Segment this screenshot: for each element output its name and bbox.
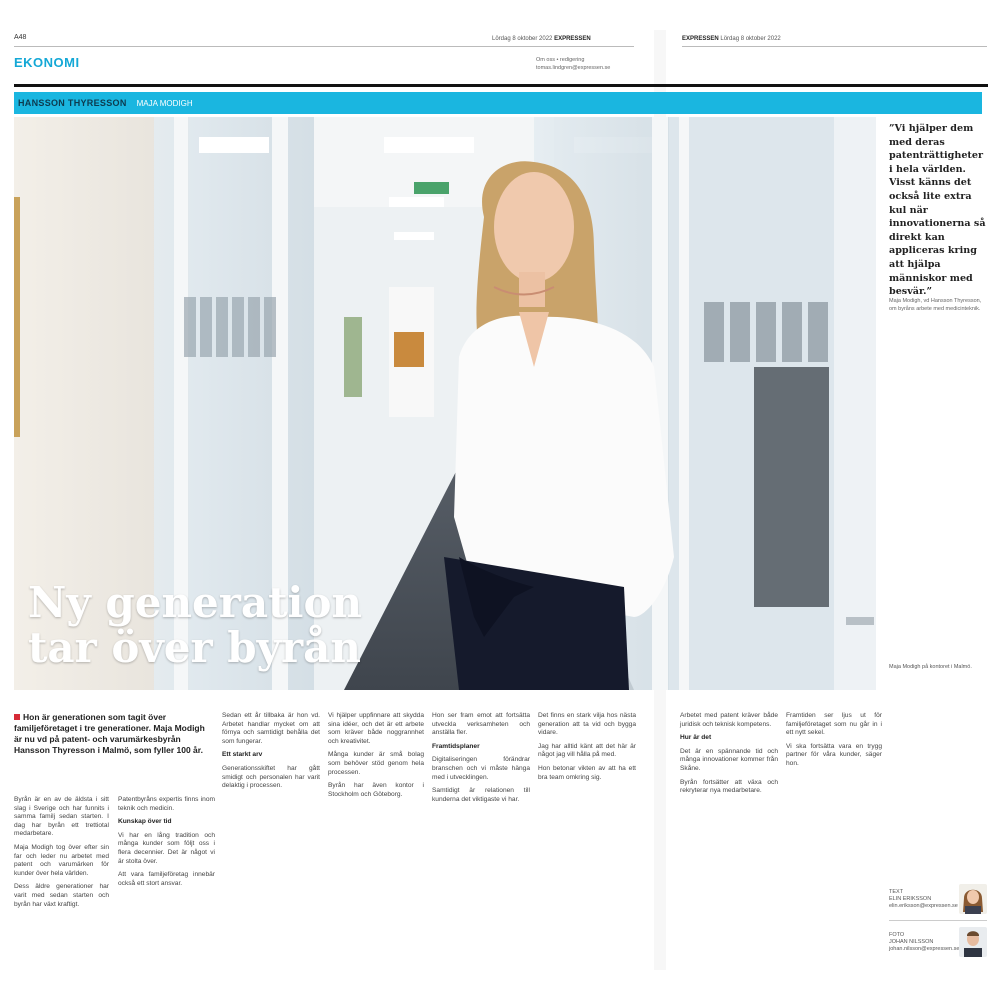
avatar xyxy=(959,884,987,914)
col4-paragraph-2: Många kunder är små bolag som behöver stöd genom hela processen. xyxy=(328,751,424,776)
byline-divider xyxy=(889,920,987,921)
col2-paragraph-3: Att vara familjeföretag innebär också ett stort ansvar. xyxy=(118,871,215,887)
col5-subheading: Framtidsplaner xyxy=(432,742,480,750)
col6-paragraph-2: Jag har alltid känt att det här är något jag vill hålla på med. xyxy=(538,742,636,759)
body-column-5 xyxy=(432,712,530,809)
body-column-2 xyxy=(118,796,215,893)
contact-line-1: Om oss • redigering xyxy=(536,57,585,63)
kicker-author: MAJA MODIGH xyxy=(136,98,193,108)
byline-box xyxy=(889,884,987,963)
col5-paragraph-2: Digitaliseringen förändrar branschen och vi måste hänga med i utvecklingen. xyxy=(432,756,530,781)
date-right-text: Lördag 8 oktober 2022 xyxy=(720,36,781,42)
byline-1-name: ELIN ERIKSSON xyxy=(889,895,932,902)
pull-quote-attribution: Maja Modigh, vd Hansson Thyresson, om byråns arbete med medicinteknik. xyxy=(889,298,982,312)
col6-paragraph-1: Det finns en stark vilja hos nästa generation att ta vid och bygga vidare. xyxy=(538,712,636,737)
col8-paragraph-1: Framtiden ser ljus ut för familjeföretaget som nu går in i ett nytt sekel. xyxy=(786,712,882,737)
col7-paragraph-3: Byrån fortsätter att växa och rekryterar nya medarbetare. xyxy=(680,778,778,795)
ingress xyxy=(14,712,214,756)
top-rule-right xyxy=(682,46,987,47)
ingress-text: Hon är generationen som tagit över familjeföretaget i tre generationer. Maja Modigh är nu vd på patent- och varumärkesbyrån Hansson Thyresson i Malmö, som fyller 100 år. xyxy=(14,712,205,755)
contact-line-2: tomas.lindgren@expressen.se xyxy=(536,65,611,71)
col1-paragraph-3: Dess äldre generationer har varit med sedan starten och byrån har växt kraftigt. xyxy=(14,883,109,908)
col4-paragraph-1: Vi hjälper uppfinnare att skydda sina idéer, och det är ett arbete som kräver både noggrannhet och kreativitet. xyxy=(328,712,424,745)
date-left-text: Lördag 8 oktober 2022 xyxy=(492,36,553,42)
col5-paragraph-1: Hon ser fram emot att fortsätta utveckla verksamheten och anställa fler. xyxy=(432,712,530,737)
byline-text-author xyxy=(889,884,987,914)
body-column-4 xyxy=(328,712,424,804)
col3-paragraph-2: Generationsskiftet har gått smidigt och personalen har varit delaktig i processen. xyxy=(222,764,320,790)
pull-quote: ”Vi hjälper dem med deras patenträttigheter i hela världen. Visst känns det också lite extra kul när innovationerna så direkt kan appliceras kring att hjälpa människor med besvär.” xyxy=(889,123,986,298)
col7-paragraph-1: Arbetet med patent kräver både juridisk och teknisk kompetens. xyxy=(680,712,778,728)
ingress-bullet-icon xyxy=(14,714,20,720)
photo-caption: Maja Modigh på kontoret i Malmö. xyxy=(889,664,972,670)
body-column-6 xyxy=(538,712,636,787)
kicker-bar xyxy=(14,92,982,114)
avatar xyxy=(959,927,987,957)
col7-subheading: Hur är det xyxy=(680,734,712,742)
brand-right: EXPRESSEN xyxy=(682,36,719,42)
col2-subheading: Kunskap över tid xyxy=(118,818,172,826)
contact-info xyxy=(536,56,610,72)
col6-paragraph-3: Hon betonar vikten av att ha ett bra team omkring sig. xyxy=(538,764,636,781)
byline-2-role: FOTO xyxy=(889,931,905,938)
col3-subheading: Ett starkt arv xyxy=(222,751,263,759)
kicker-company: HANSSON THYRESSON xyxy=(18,98,127,108)
headline-line-2: tar över byrån xyxy=(28,623,361,672)
byline-photographer xyxy=(889,927,987,957)
col3-paragraph-1: Sedan ett år tillbaka är hon vd. Arbetet handlar mycket om att förnya och samtidigt behålla det som fungerar. xyxy=(222,712,320,745)
byline-1-email: elin.eriksson@expressen.se xyxy=(889,902,958,909)
body-column-3 xyxy=(222,712,320,796)
col5-paragraph-3: Samtidigt är relationen till kunderna det viktigaste vi har. xyxy=(432,787,530,803)
col4-paragraph-3: Byrån har även kontor i Stockholm och Göteborg. xyxy=(328,782,424,798)
col2-paragraph-1: Patentbyråns expertis finns inom teknik och medicin. xyxy=(118,796,215,812)
headline-line-1: Ny generation xyxy=(28,578,363,627)
headline xyxy=(28,580,362,670)
header-date-right xyxy=(682,36,781,42)
top-rule-left xyxy=(14,46,634,47)
section-rule xyxy=(14,84,988,87)
brand-left: EXPRESSEN xyxy=(554,36,591,42)
col1-paragraph-2: Maja Modigh tog över efter sin far och leder nu arbetet med patent och varumärken för kunder över hela världen. xyxy=(14,843,109,877)
body-column-8 xyxy=(786,712,882,774)
body-column-1 xyxy=(14,796,109,914)
col7-paragraph-2: Det är en spännande tid och många innovationer kommer från Skåne. xyxy=(680,747,778,772)
byline-1-role: TEXT xyxy=(889,888,904,895)
header-date-left xyxy=(492,36,591,42)
page-number: A48 xyxy=(14,34,27,41)
col2-paragraph-2: Vi har en lång tradition och många kunder som följt oss i flera decennier. Det är något vi är stolta över. xyxy=(118,831,215,865)
col8-paragraph-2: Vi ska fortsätta vara en trygg partner för våra kunder, säger hon. xyxy=(786,742,882,767)
body-column-7 xyxy=(680,712,778,801)
col1-paragraph-1: Byrån är en av de äldsta i sitt slag i Sverige och har funnits i samma familj sedan starten. I dag har byrån ett trettiotal medarbetare. xyxy=(14,796,109,838)
photographer-portrait-icon xyxy=(959,927,987,957)
byline-2-name: JOHAN NILSSON xyxy=(889,938,934,945)
byline-2-email: johan.nilsson@expressen.se xyxy=(889,945,960,952)
section-title: EKONOMI xyxy=(14,55,80,70)
author-portrait-icon xyxy=(959,884,987,914)
